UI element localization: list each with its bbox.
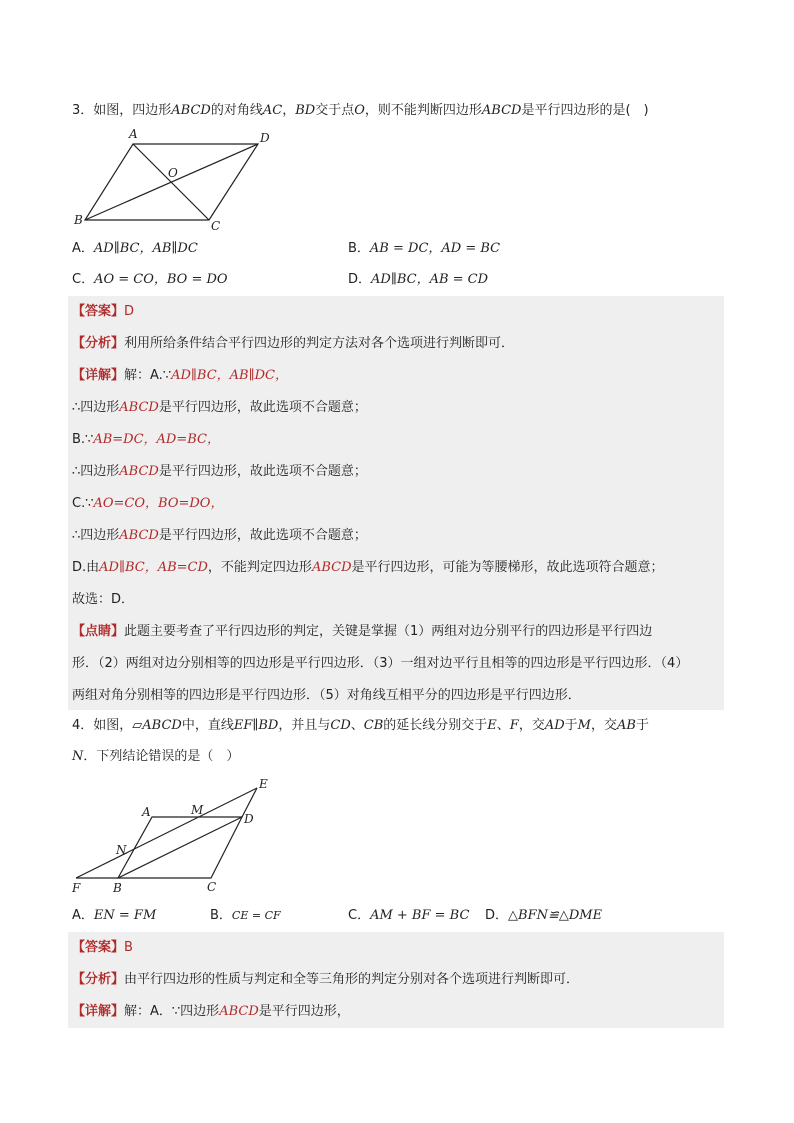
option-label: A． xyxy=(72,241,94,256)
q4-label-e: E xyxy=(259,777,268,791)
q4-stem-n: N xyxy=(72,749,84,764)
q3-analysis-line xyxy=(72,335,514,353)
q3-option-b xyxy=(348,240,500,258)
q3-stem-bd: BD xyxy=(295,103,316,118)
q3-detail-line-6 xyxy=(72,527,367,545)
q4-stem-text: 于 xyxy=(564,718,578,733)
detail-text: 故选：D． xyxy=(72,592,135,607)
q3-comment-line-2 xyxy=(72,655,688,673)
q4-stem-sep: 、 xyxy=(496,718,510,733)
q4-stem-e: E xyxy=(487,718,497,733)
answer-value: B xyxy=(124,940,133,955)
q4-label-b: B xyxy=(113,881,122,895)
detail-condition: AD∥BC，AB=CD xyxy=(99,560,208,575)
detail-text: 是平行四边形，故此选项不合题意； xyxy=(158,400,367,415)
detail-text: 是平行四边形，可能为等腰梯形，故此选项符合题意； xyxy=(351,560,664,575)
q4-option-d xyxy=(485,907,602,925)
comment-text: 此题主要考查了平行四边形的判定，关键是掌握（1）两组对边分别平行的四边形是平行四边 xyxy=(124,624,653,639)
parallelogram-symbol: ▱ xyxy=(132,718,143,733)
q3-stem-o: O xyxy=(354,103,365,118)
q3-label-a: A xyxy=(129,127,138,141)
q4-stem-abcd: ABCD xyxy=(142,718,182,733)
option-label: D． xyxy=(485,908,509,923)
q4-stem-text: ，交 xyxy=(590,718,617,733)
option-text: AO = CO，BO = DO xyxy=(94,272,228,287)
q4-stem-text: 于 xyxy=(635,718,649,733)
q4-stem-sep: 、 xyxy=(350,718,364,733)
q4-label-f: F xyxy=(72,881,81,895)
option-text: △BFN≌△DME xyxy=(508,908,603,923)
q3-stem-text: 3．如图，四边形 xyxy=(72,103,172,118)
q3-stem-abcd: ABCD xyxy=(481,103,522,118)
detail-text: D.由 xyxy=(72,560,100,575)
q3-label-d: D xyxy=(260,131,270,145)
q3-stem-ac: AC xyxy=(262,103,283,118)
option-label: B． xyxy=(210,908,232,923)
q3-label-c: C xyxy=(211,219,221,233)
q4-stem-ad: AD xyxy=(544,718,565,733)
q3-label-b: B xyxy=(74,213,83,227)
detail-text: 解：A.∵ xyxy=(124,368,172,383)
q3-label-o: O xyxy=(168,166,178,180)
q4-stem-line-2 xyxy=(72,748,239,766)
q3-comment-line-1 xyxy=(72,623,652,641)
q3-stem-text: ，则不能判断四边形 xyxy=(364,103,482,118)
q3-stem xyxy=(72,102,649,120)
detail-text: ∴四边形 xyxy=(72,400,120,415)
q4-stem-line-1 xyxy=(72,717,649,735)
q4-stem-cd: CD xyxy=(330,718,351,733)
q4-answer-line xyxy=(72,939,133,957)
q3-option-d xyxy=(348,271,488,289)
q4-stem-m: M xyxy=(577,718,591,733)
detail-text: 解：A．∵四边形 xyxy=(124,1004,220,1019)
q3-detail-line-5 xyxy=(72,495,223,513)
q4-stem-f: F xyxy=(509,718,519,733)
q4-analysis-line xyxy=(72,971,579,989)
detail-text: 是平行四边形，故此选项不合题意； xyxy=(158,528,367,543)
detail-tag: 【详解】 xyxy=(72,1004,125,1019)
q4-label-d: D xyxy=(244,812,254,826)
q4-label-a: A xyxy=(142,805,151,819)
q3-detail-line-4 xyxy=(72,463,367,481)
detail-text: ∴四边形 xyxy=(72,528,120,543)
option-text: CE = CF xyxy=(231,909,281,922)
q3-detail-line-8 xyxy=(72,591,134,609)
option-text: AD∥BC，AB = CD xyxy=(371,272,489,287)
option-label: B． xyxy=(348,241,370,256)
detail-tag: 【详解】 xyxy=(72,368,125,383)
q3-option-c xyxy=(72,271,228,289)
q4-option-a xyxy=(72,907,156,925)
q3-answer-line xyxy=(72,303,134,321)
q3-stem-comma: ， xyxy=(282,103,296,118)
q3-figure-lines xyxy=(85,144,258,220)
q4-stem-text: ，并且与 xyxy=(278,718,331,733)
q4-stem-ab: AB xyxy=(617,718,636,733)
q4-label-c: C xyxy=(207,880,217,894)
q3-parallelogram-figure xyxy=(70,126,280,236)
q3-detail-line-7 xyxy=(72,559,664,577)
detail-condition: AO=CO，BO=DO， xyxy=(93,496,224,511)
option-label: C． xyxy=(348,908,371,923)
option-label: C． xyxy=(72,272,95,287)
q4-label-m: M xyxy=(191,803,204,817)
q3-stem-text: 的对角线 xyxy=(210,103,263,118)
detail-text: ，不能判定四边形 xyxy=(207,560,312,575)
detail-text: ∴四边形 xyxy=(72,464,120,479)
detail-abcd: ABCD xyxy=(219,1004,259,1019)
q3-diagonal-bd xyxy=(85,144,258,220)
option-label: D． xyxy=(348,272,372,287)
q3-stem-text: 交于点 xyxy=(315,103,355,118)
q4-line-ef xyxy=(76,788,257,878)
analysis-tag: 【分析】 xyxy=(72,972,125,987)
detail-text: C.∵ xyxy=(72,496,94,511)
option-text: EN = FM xyxy=(93,908,157,923)
detail-text: B.∵ xyxy=(72,432,94,447)
q3-stem-text: 是平行四边形的是( ) xyxy=(521,103,649,118)
comment-tag: 【点睛】 xyxy=(72,624,125,639)
answer-tag: 【答案】 xyxy=(72,304,125,319)
detail-condition: AD∥BC，AB∥DC， xyxy=(171,368,288,383)
q4-stem-text: 中，直线 xyxy=(181,718,234,733)
q4-stem-text: ．下列结论错误的是（ ） xyxy=(83,749,240,764)
option-text: AD∥BC，AB∥DC xyxy=(93,241,198,256)
detail-abcd: ABCD xyxy=(119,464,159,479)
detail-condition: AB=DC，AD=BC， xyxy=(93,432,220,447)
q4-parallelogram-figure xyxy=(64,770,284,895)
q4-option-b xyxy=(210,907,281,925)
option-text: AM + BF = BC xyxy=(370,908,470,923)
option-label: A． xyxy=(72,908,94,923)
q3-detail-line-3 xyxy=(72,431,220,449)
q4-label-n: N xyxy=(116,843,127,857)
analysis-text: 由平行四边形的性质与判定和全等三角形的判定分别对各个选项进行判断即可． xyxy=(124,972,580,987)
detail-text: 是平行四边形， xyxy=(258,1004,350,1019)
comment-text: 形．（2）两组对边分别相等的四边形是平行四边形．（3）一组对边平行且相等的四边形是平行四边形．（4） xyxy=(72,656,689,671)
q4-stem-text: 4．如图， xyxy=(72,718,133,733)
detail-abcd: ABCD xyxy=(119,528,159,543)
option-text: AB = DC，AD = BC xyxy=(369,241,501,256)
detail-abcd: ABCD xyxy=(311,560,352,575)
detail-text: 是平行四边形，故此选项不合题意； xyxy=(158,464,367,479)
q4-option-c xyxy=(348,907,469,925)
q3-detail-line-2 xyxy=(72,399,367,417)
comment-text: 两组对角分别相等的四边形是平行四边形．（5）对角线互相平分的四边形是平行四边形． xyxy=(72,688,581,703)
analysis-tag: 【分析】 xyxy=(72,336,125,351)
q3-comment-line-3 xyxy=(72,687,581,705)
q4-stem-text: 的延长线分别交于 xyxy=(383,718,488,733)
answer-value: D xyxy=(124,304,135,319)
q4-stem-efbd: EF∥BD xyxy=(233,718,279,733)
analysis-text: 利用所给条件结合平行四边形的判定方法对各个选项进行判断即可． xyxy=(124,336,515,351)
q4-figure-lines xyxy=(76,788,257,878)
q3-stem-abcd: ABCD xyxy=(171,103,211,118)
q3-option-a xyxy=(72,240,198,258)
q4-stem-cb: CB xyxy=(363,718,384,733)
q4-detail-line-1 xyxy=(72,1003,350,1021)
q4-stem-text: ，交 xyxy=(518,718,545,733)
detail-abcd: ABCD xyxy=(119,400,159,415)
q3-detail-line-1 xyxy=(72,367,288,385)
answer-tag: 【答案】 xyxy=(72,940,125,955)
